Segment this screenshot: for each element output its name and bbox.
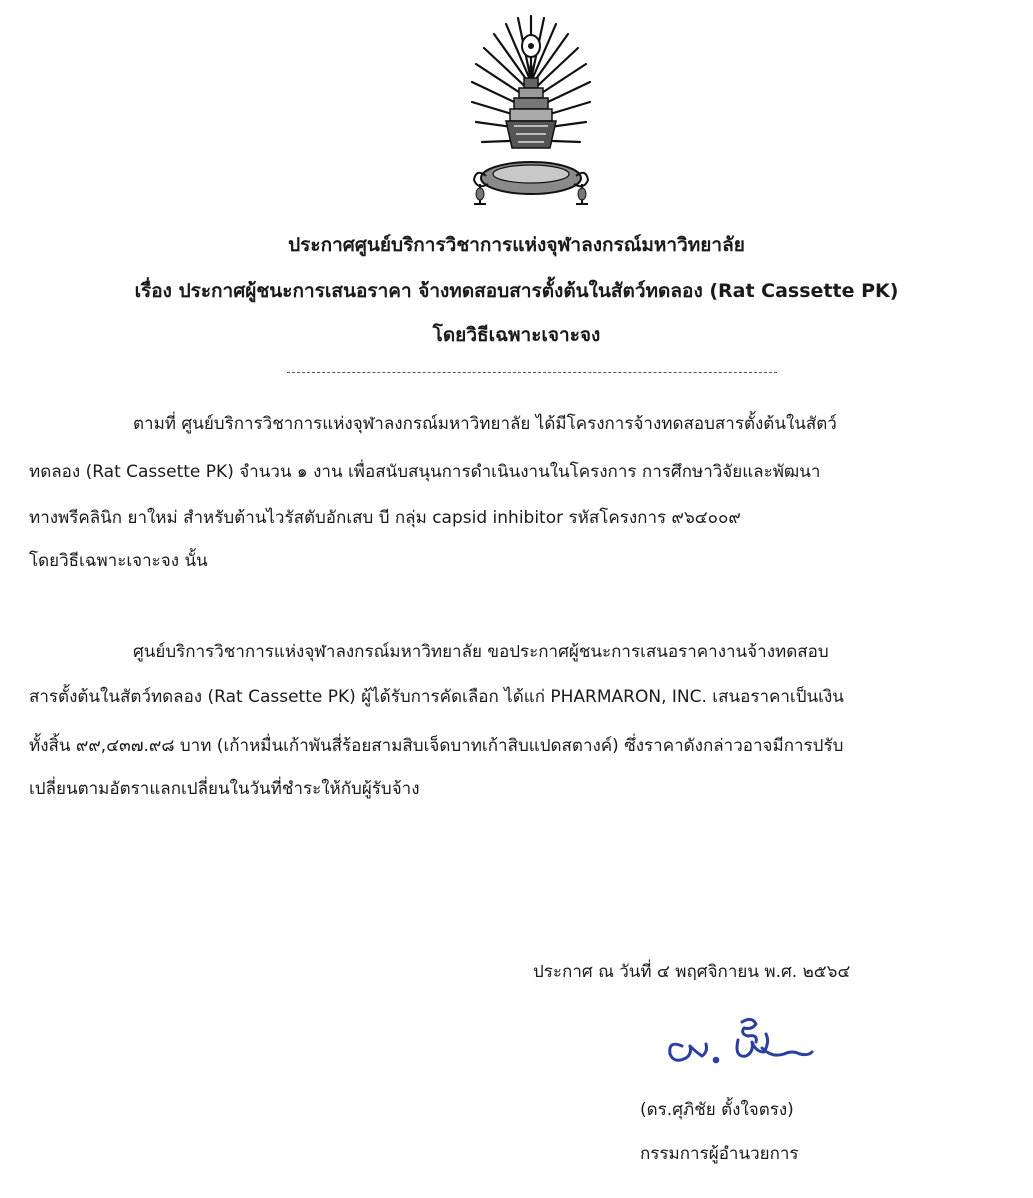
paragraph2-line: สารตั้งต้นในสัตว์ทดลอง (Rat Cassette PK) ผู้ได้รับการคัดเลือก ได้แก่ PHARMARON, INC. เสนอราคาเป็นเงิน [29,687,844,707]
announcement-title: ประกาศศูนย์บริการวิชาการแห่งจุฬาลงกรณ์มหาวิทยาลัย [288,234,745,256]
handwritten-signature [660,1012,820,1072]
title-separator [287,372,777,373]
announcement-subject: เรื่อง ประกาศผู้ชนะการเสนอราคา จ้างทดสอบสารตั้งต้นในสัตว์ทดลอง (Rat Cassette PK) [134,280,899,302]
signature-stroke-icon [660,1012,820,1072]
university-emblem-icon [466,8,596,213]
paragraph1-line: ทางพรีคลินิก ยาใหม่ สำหรับต้านไวรัสตับอักเสบ บี กลุ่ม capsid inhibitor รหัสโครงการ ๙๖๔๐๐๙ [29,508,741,528]
announcement-date: ประกาศ ณ วันที่ ๔ พฤศจิกายน พ.ศ. ๒๕๖๔ [533,962,851,982]
paragraph2-line: ศูนย์บริการวิชาการแห่งจุฬาลงกรณ์มหาวิทยาลัย ขอประกาศผู้ชนะการเสนอราคางานจ้างทดสอบ [133,642,829,662]
paragraph1-line: ทดลอง (Rat Cassette PK) จำนวน ๑ งาน เพื่อสนับสนุนการดำเนินงานในโครงการ การศึกษาวิจัยและพัฒนา [29,462,821,482]
signer-name: (ดร.ศุภิชัย ตั้งใจตรง) [640,1100,794,1120]
paragraph1-line: โดยวิธีเฉพาะเจาะจง นั้น [29,551,208,571]
paragraph2-line: ทั้งสิ้น ๙๙,๔๓๗.๙๘ บาท (เก้าหมื่นเก้าพันสี่ร้อยสามสิบเจ็ดบาทเก้าสิบแปดสตางค์) ซึ่งราคาดังกล่าวอาจมีการปรับ [29,736,844,756]
signer-title: กรรมการผู้อำนวยการ [640,1144,799,1164]
paragraph1-line: ตามที่ ศูนย์บริการวิชาการแห่งจุฬาลงกรณ์มหาวิทยาลัย ได้มีโครงการจ้างทดสอบสารตั้งต้นในสัตว์ [133,414,837,434]
paragraph2-line: เปลี่ยนตามอัตราแลกเปลี่ยนในวันที่ชำระให้กับผู้รับจ้าง [29,779,420,799]
procurement-method: โดยวิธีเฉพาะเจาะจง [432,324,601,346]
